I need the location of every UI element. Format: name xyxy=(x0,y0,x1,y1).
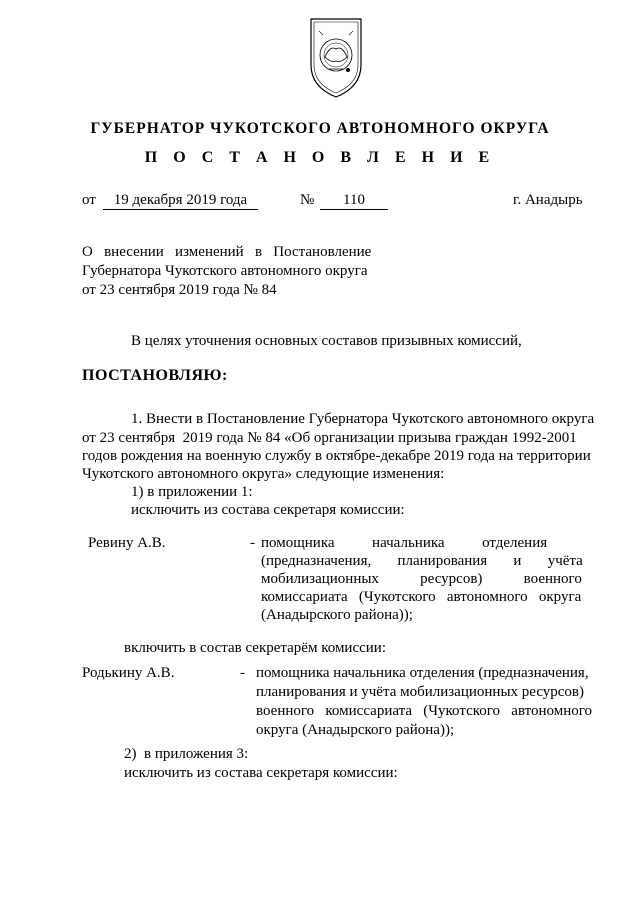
person-position-line: военного комиссариата (Чукотского автономного xyxy=(256,703,593,719)
preamble: В целях уточнения основных составов призывных комиссий, xyxy=(131,333,522,349)
number-prefix: № xyxy=(300,192,315,208)
subject-line: Губернатора Чукотского автономного округа xyxy=(82,263,368,279)
clause-line: годов рождения на военную службу в октябре-декабре 2019 года на территории xyxy=(82,448,591,464)
number-field xyxy=(320,192,388,210)
subject-line: от 23 сентября 2019 года № 84 xyxy=(82,282,277,298)
sub-item-2: 2) в приложения 3: xyxy=(124,746,249,762)
resolve-heading: ПОСТАНОВЛЯЮ: xyxy=(82,367,228,384)
include-instruction: включить в состав секретарём комиссии: xyxy=(124,640,386,656)
sub-item-1: 1) в приложении 1: xyxy=(131,484,253,500)
person-position-line: мобилизационных ресурсов) военного xyxy=(261,571,582,587)
person-position-line: (Анадырского района)); xyxy=(261,607,413,623)
person-position-line: помощника начальника отделения xyxy=(261,535,548,551)
exclude-instruction-2: исключить из состава секретаря комиссии: xyxy=(124,765,398,781)
dash: - xyxy=(250,535,255,551)
person-position-line: округа (Анадырского района)); xyxy=(256,722,455,738)
person-position-line: комиссариата (Чукотского автономного округа xyxy=(261,589,582,605)
exclude-instruction-1: исключить из состава секретаря комиссии: xyxy=(131,502,405,518)
authority-title: ГУБЕРНАТОР ЧУКОТСКОГО АВТОНОМНОГО ОКРУГА xyxy=(90,120,550,137)
document-type-title: П О С Т А Н О В Л Е Н И Е xyxy=(144,149,496,166)
person-name: Ревину А.В. xyxy=(88,535,166,551)
dash: - xyxy=(240,665,245,681)
person-position-line: помощника начальника отделения (предназначения, xyxy=(256,665,589,681)
date-field xyxy=(103,192,258,210)
date-prefix: от xyxy=(82,192,96,208)
person-name: Родькину А.В. xyxy=(82,665,175,681)
person-position-line: (предназначения, планирования и учёта xyxy=(261,553,583,569)
clause-line: от 23 сентября 2019 года № 84 «Об организации призыва граждан 1992-2001 xyxy=(82,430,577,446)
place: г. Анадырь xyxy=(513,192,583,208)
date-value: 19 декабря 2019 года xyxy=(103,192,258,210)
clause-line: Чукотского автономного округа» следующие изменения: xyxy=(82,466,445,482)
number-value: 110 xyxy=(320,192,388,210)
subject-line: О внесении изменений в Постановление xyxy=(82,244,372,260)
person-position-line: планирования и учёта мобилизационных ресурсов) xyxy=(256,684,585,700)
clause-line: 1. Внести в Постановление Губернатора Чукотского автономного округа xyxy=(131,411,595,427)
chukotka-coat-of-arms-icon xyxy=(305,15,367,99)
